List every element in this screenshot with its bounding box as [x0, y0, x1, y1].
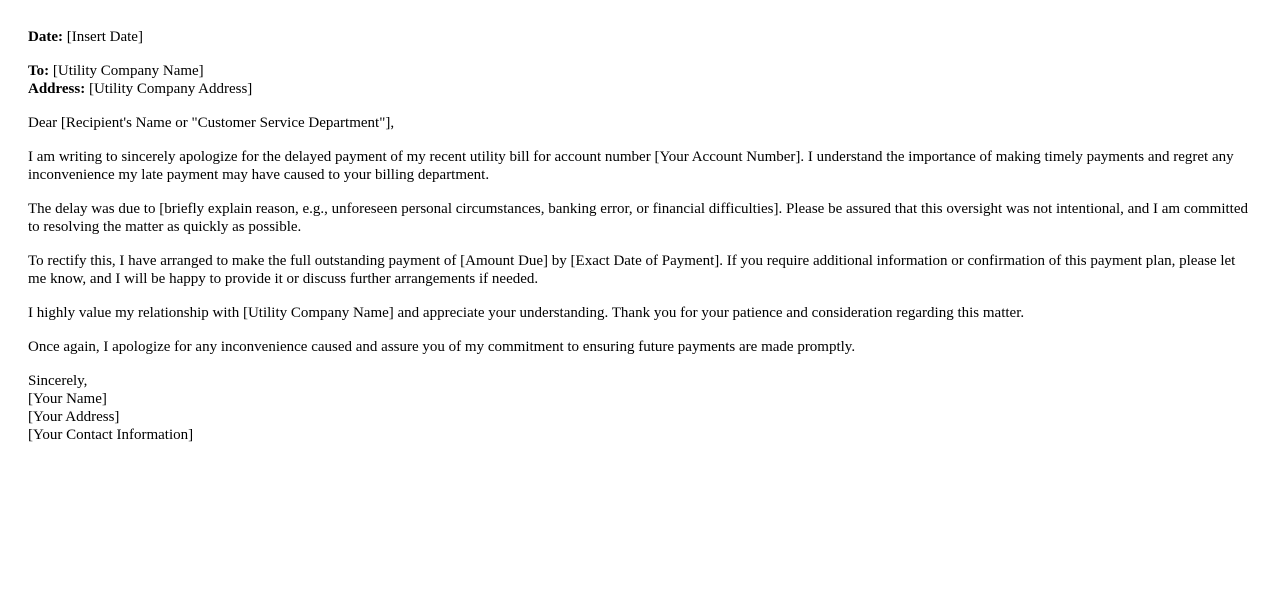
address-value: [Utility Company Address]	[85, 81, 253, 97]
sender-address: [Your Address]	[28, 409, 120, 425]
letter-document	[28, 28, 1253, 460]
body-paragraph-apology: I am writing to sincerely apologize for the delayed payment of my recent utility bill for account number [Your Account Number]. I understand the importance of making timely payments and regret any inconvenience my late payment may have caused to your billing department.	[28, 149, 1234, 183]
date-label: Date:	[28, 29, 63, 45]
address-line	[28, 80, 1253, 98]
to-line	[28, 62, 1253, 80]
body-paragraph-reason: The delay was due to [briefly explain reason, e.g., unforeseen personal circumstances, banking error, or financial difficulties]. Please be assured that this oversight was not intentional, and I am committed to resolving the matter as quickly as possible.	[28, 201, 1248, 235]
salutation: Dear [Recipient's Name or "Customer Service Department"],	[28, 115, 395, 131]
date-value: [Insert Date]	[62, 29, 143, 45]
address-label: Address:	[28, 81, 86, 97]
sender-name: [Your Name]	[28, 391, 107, 407]
body-paragraph-closing-apology: Once again, I apologize for any inconvenience caused and assure you of my commitment to ensuring future payments are made promptly.	[28, 339, 856, 355]
signoff: Sincerely,	[28, 373, 88, 389]
sender-contact: [Your Contact Information]	[28, 427, 194, 443]
to-label: To:	[28, 63, 50, 79]
date-line	[28, 28, 1253, 46]
body-paragraph-payment-plan: To rectify this, I have arranged to make the full outstanding payment of [Amount Due] by [Exact Date of Payment]. If you require additional information or confirmation of this payment plan, please let me know, and I will be happy to provide it or discuss further arrangements if needed.	[28, 253, 1236, 287]
to-value: [Utility Company Name]	[49, 63, 204, 79]
signature-block	[28, 372, 1253, 444]
recipient-block	[28, 62, 1253, 98]
body-paragraph-relationship: I highly value my relationship with [Utility Company Name] and appreciate your understanding. Thank you for your patience and consideration regarding this matter.	[28, 305, 1025, 321]
